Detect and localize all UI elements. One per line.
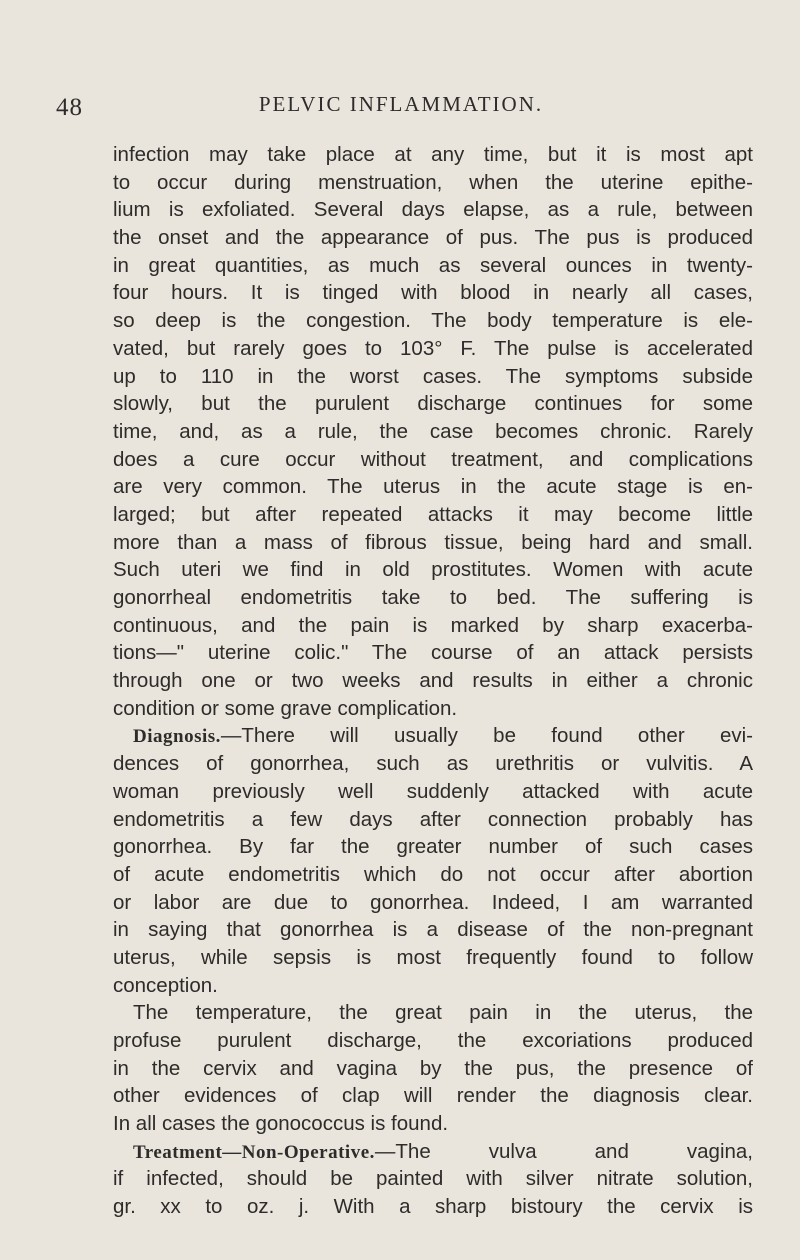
treatment-first-line: Treatment—Non-Operative.—The vulva and vagina, (133, 1139, 753, 1163)
text-line: condition or some grave complication. (113, 696, 458, 720)
text-line: other evidences of clap will render the diagnosis clear. (113, 1084, 753, 1108)
page-number: 48 (56, 94, 83, 121)
text-line: if infected, should be painted with silver nitrate solution, (113, 1167, 753, 1191)
diagnosis-heading: Diagnosis. (133, 726, 221, 748)
text-line: endometritis a few days after connection probably has (113, 807, 753, 831)
text-line: gonorrhea. By far the greater number of such cases (113, 835, 753, 859)
diagnosis-first-line: Diagnosis.—There will usually be found other evi- (133, 724, 753, 748)
text-line: in saying that gonorrhea is a disease of the non-pregnant (113, 918, 753, 942)
text-line: to occur during menstruation, when the uterine epithe- (113, 170, 753, 194)
running-head: PELVIC INFLAMMATION. (258, 92, 544, 116)
text-line: woman previously well suddenly attacked with acute (113, 779, 753, 803)
text-line: up to 110 in the worst cases. The symptoms subside (113, 364, 753, 388)
paragraph-first-line: The temperature, the great pain in the uterus, the (133, 1001, 753, 1025)
text-line: are very common. The uterus in the acute stage is en- (113, 475, 753, 499)
text-line: lium is exfoliated. Several days elapse, as a rule, between (113, 198, 753, 222)
text-line: gonorrheal endometritis take to bed. The suffering is (113, 586, 753, 609)
body-text (113, 141, 753, 1221)
text-line: slowly, but the purulent discharge continues for some (113, 392, 753, 416)
text-line: Such uteri we find in old prostitutes. Women with acute (113, 558, 753, 582)
text-line: so deep is the congestion. The body temperature is ele- (113, 309, 753, 333)
text-line: of acute endometritis which do not occur after abortion (113, 862, 753, 886)
text-line: continuous, and the pain is marked by sharp exacerba- (113, 613, 753, 637)
text-line: does a cure occur without treatment, and complications (113, 447, 753, 471)
text-line: the onset and the appearance of pus. The pus is produced (113, 226, 753, 250)
text-line: profuse purulent discharge, the excoriations produced (113, 1029, 753, 1052)
page-header (56, 92, 746, 126)
text-line: four hours. It is tinged with blood in nearly all cases, (113, 281, 753, 305)
treatment-heading: Treatment—Non-Operative. (133, 1141, 375, 1163)
text-line: infection may take place at any time, but it is most apt (113, 143, 753, 166)
text-line: larged; but after repeated attacks it may become little (113, 502, 753, 526)
text-line: in the cervix and vagina by the pus, the presence of (113, 1056, 753, 1080)
text-line: through one or two weeks and results in either a chronic (113, 669, 753, 693)
text-line: conception. (113, 973, 218, 997)
text-line: In all cases the gonococcus is found. (113, 1112, 449, 1136)
text-line: vated, but rarely goes to 103° F. The pulse is accelerated (113, 336, 753, 360)
text-line: uterus, while sepsis is most frequently found to follow (113, 945, 753, 969)
text-line: or labor are due to gonorrhea. Indeed, I am warranted (113, 890, 753, 914)
text-line: gr. xx to oz. j. With a sharp bistoury the cervix is (113, 1195, 753, 1219)
text-line: more than a mass of fibrous tissue, being hard and small. (113, 530, 753, 554)
text-line: in great quantities, as much as several ounces in twenty- (113, 253, 753, 277)
text-line: dences of gonorrhea, such as urethritis or vulvitis. A (113, 752, 753, 776)
text-line: time, and, as a rule, the case becomes chronic. Rarely (113, 419, 753, 443)
text-line: tions—" uterine colic." The course of an attack persists (113, 641, 753, 665)
